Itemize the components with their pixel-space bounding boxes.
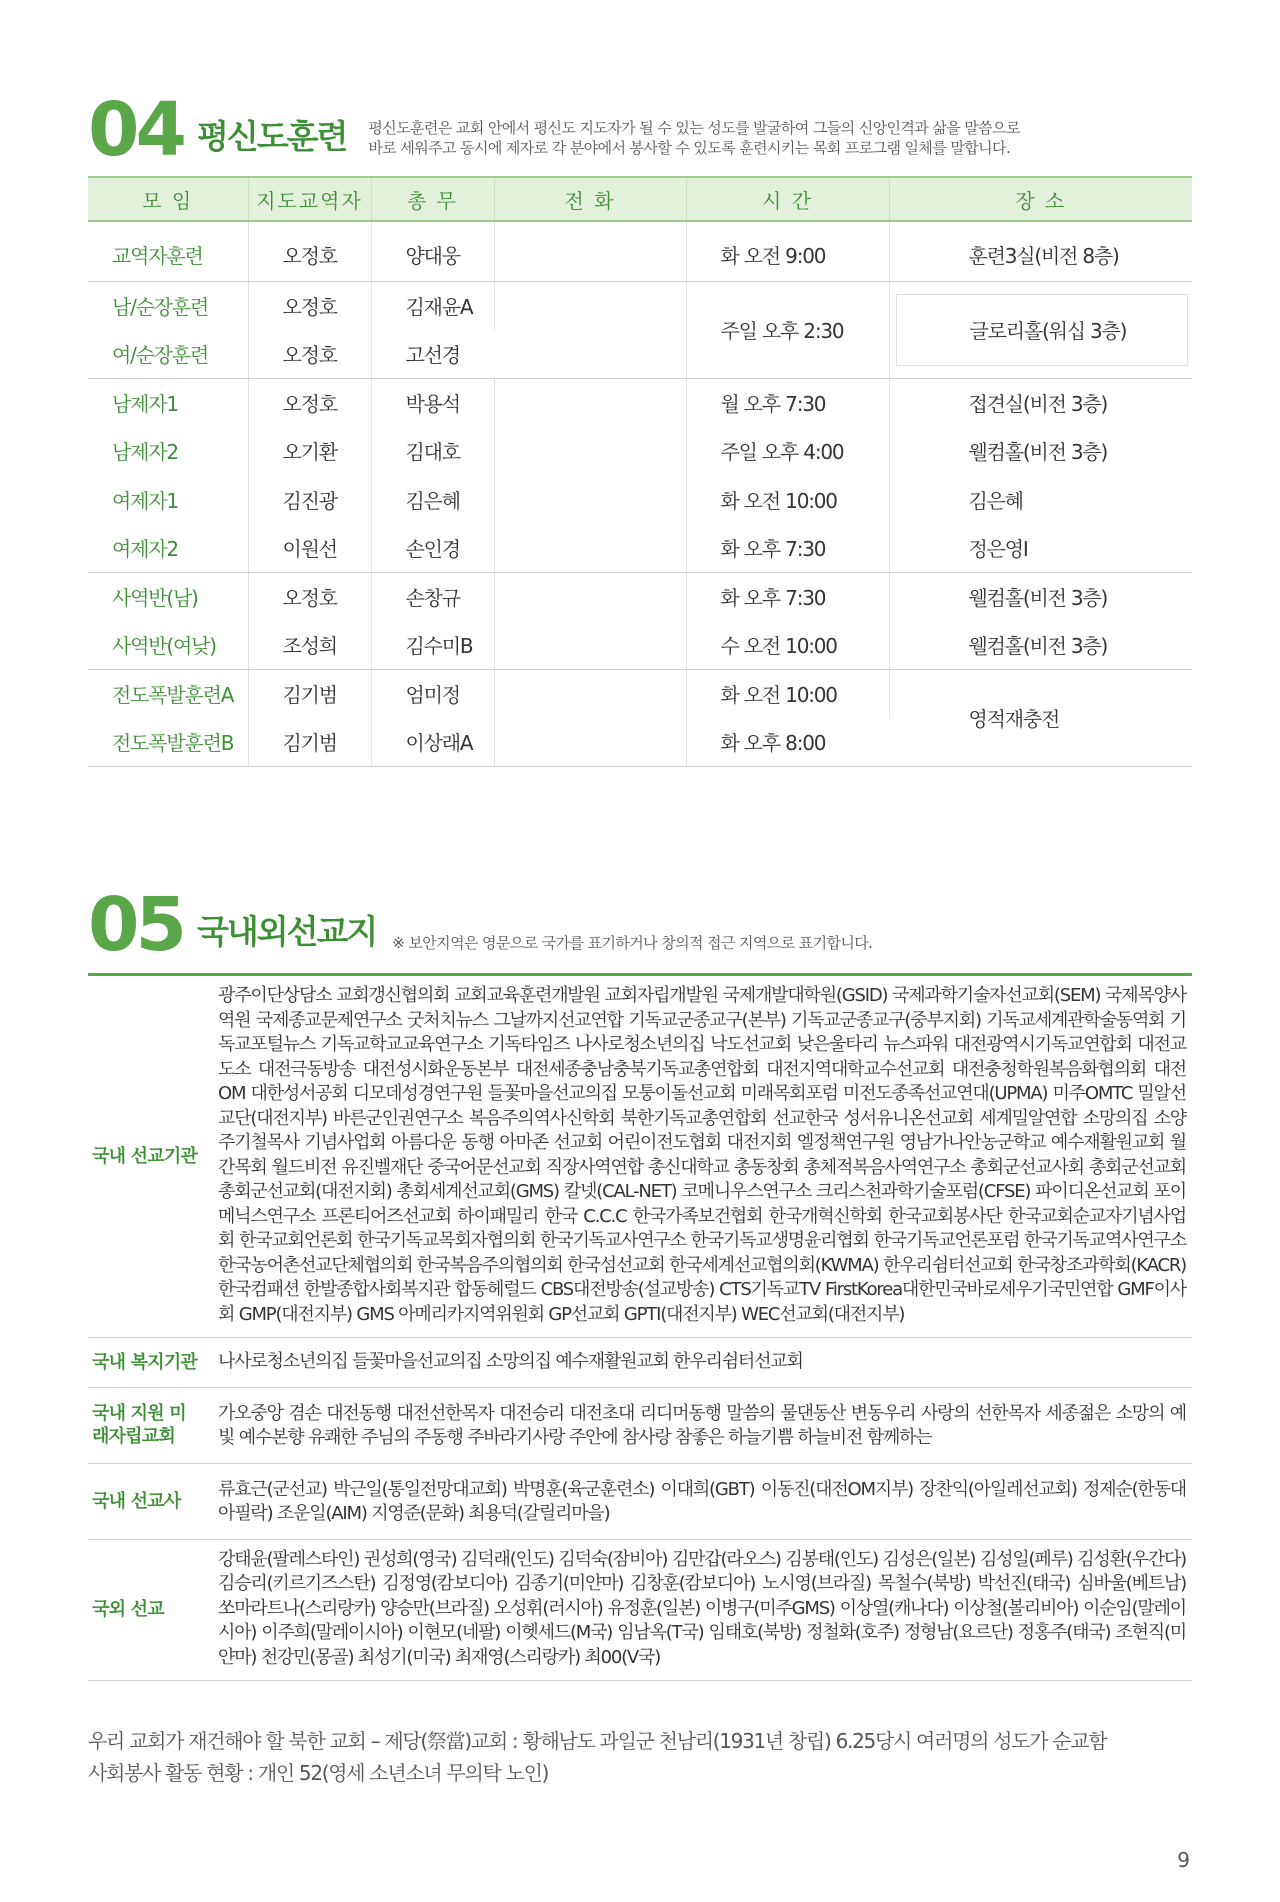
place: 접견실(비전 3층) <box>968 392 1108 416</box>
meeting-name: 전도폭발훈련A <box>88 669 248 718</box>
category-text: 광주이단상담소 교회갱신협의회 교회교육훈련개발원 교회자립개발원 국제개발대학원(GSID) 국제과학기술자선교회(SEM) 국제목양사역원 국제종교문제연구소 굿처치뉴스 그날까지선교연합 기독교군종교구(본부) 기독교군종교구(중부지회) 기독교세계관학술동역회 기독교포털뉴스 기독교학교교육연구소 기독타임즈 나사로청소년의집 낙도선교회 낮은울타리 뉴스파워 대전광역시기독교연합회 대전교도소 대전극동방송 대전성시화운동본부 대전세종충남충북기독교총연합회 대전지역대학교수선교회 대전충청학원복음화협의회 대전OM 대한성서공회 디모데성경연구원 들꽃마을선교의집 모퉁이돌선교회 미래목회포럼 미전도종족선교연대(UPMA) 미주OMTC 밀알선교단(대전지부) 바른군인권연구소 복음주의역사신학회 북한기독교총연합회 선교한국 성서유니온선교회 세계밀알연합 소망의집 소양 주기철목사 기념사업회 아름다운 동행 아마존 선교회 어린이전도협회 대전지회 엘정책연구원 영남가나안농군학교 예수재활원교회 월간목회 월드비전 유진벨재단 중국어문선교회 직장사역연합 총신대학교 총동창회 총체적복음사역연구소 총회군선교사회 총회군선교회 총회군선교회(대전지회) 총회세계선교회(GMS) 칼넷(CAL-NET) 코메니우스연구소 크리스천과학기술포럼(CFSE) 파이디온선교회 포이메닉스연구소 프론티어즈선교회 하이패밀리 한국 C.C.C 한국가족보건협회 한국개혁신학회 한국교회봉사단 한국교회순교자기념사업회 한국교회언론회 한국기독교목회자협의회 한국기독교사연구소 한국기독교생명윤리협회 한국기독교언론포럼 한국기독교역사연구소 한국농어촌선교단체협의회 한국복음주의협의회 한국섬선교회 한국세계선교협의회(KWMA) 한우리쉼터선교회 한국창조과학회(KACR) 한국컴패션 한발종합사회복지관 합동헤럴드 CBS대전방송(설교방송) CTS기독교TV FirstKorea대한민국바로세우기국민연합 GMF이사회 GMP(대전지부) GMS 아메리카지역위원회 GP선교회 GPTI(대전지부) WEC선교회(대전지부) <box>218 985 1186 1325</box>
phone <box>494 281 686 378</box>
phone <box>494 524 686 573</box>
place-box: 글로리홀(워십 3층) <box>896 294 1189 366</box>
time: 주일 오후 2:30 <box>686 281 889 378</box>
leader: 김기범 <box>248 669 371 718</box>
category-text: 나사로청소년의집 들꽃마을선교의집 소망의집 예수재활원교회 한우리쉼터선교회 <box>218 1351 803 1372</box>
category-label: 국내 지원 미래자립교회 <box>92 1403 186 1447</box>
manager: 이상래A <box>371 718 494 767</box>
table-row <box>88 281 1192 330</box>
footer-line: 우리 교회가 재건해야 할 북한 교회 – 제당(祭當)교회 : 황해남도 과일군 천남리(1931년 창립) 6.25당시 여러명의 성도가 순교함 <box>88 1729 1107 1753</box>
column-header: 장 소 <box>889 177 1192 221</box>
place: 웰컴홀(비전 3층) <box>889 621 1192 670</box>
meeting-name: 사역반(여낮) <box>88 621 248 670</box>
leader: 김진광 <box>248 475 371 524</box>
manager: 김대호 <box>371 427 494 476</box>
table-row <box>88 669 1192 718</box>
leader: 오정호 <box>248 378 371 427</box>
category-label: 국외 선교 <box>92 1599 164 1621</box>
meeting-name: 남제자1 <box>88 378 248 427</box>
column-header: 시 간 <box>686 177 889 221</box>
category-label: 국내 선교기관 <box>92 1146 197 1167</box>
table-row <box>88 572 1192 621</box>
time: 화 오전 10:00 <box>686 475 889 524</box>
section-number: 05 <box>88 882 183 968</box>
column-header: 총 무 <box>371 177 494 221</box>
category-label: 국내 선교사 <box>92 1490 181 1512</box>
column-header: 지도교역자 <box>248 177 371 221</box>
section-number: 04 <box>88 87 183 173</box>
place: 정은영I <box>889 524 1192 573</box>
table-header-row <box>88 177 1192 221</box>
leader: 오정호 <box>248 330 371 379</box>
column-header: 전 화 <box>494 177 686 221</box>
phone <box>494 621 686 670</box>
section-title: 평신도훈련 <box>196 117 347 156</box>
footer-note <box>88 1725 1106 1789</box>
manager: 고선경 <box>371 330 494 379</box>
table-row <box>88 524 1192 573</box>
category-text: 가오중앙 겸손 대전동행 대전선한목자 대전승리 대전초대 리디머동행 말씀의 물댄동산 변동우리 사랑의 선한목자 세종젊은 소망의 예빛 예수본향 유쾌한 주님의 주동행 주바라기사랑 주안에 참사랑 참좋은 하늘기쁨 하늘비전 함께하는 <box>218 1402 1186 1448</box>
manager: 양대웅 <box>371 221 494 281</box>
description-line: 평신도훈련은 교회 안에서 평신도 지도자가 될 수 있는 성도를 발굴하여 그들의 신앙인격과 삶을 말씀으로 <box>368 119 1020 137</box>
description-line: 바로 세워주고 동시에 제자로 각 분야에서 봉사할 수 있도록 훈련시키는 목회 프로그램 일체를 말합니다. <box>368 139 1011 157</box>
place: 웰컴홀(비전 3층) <box>968 586 1108 610</box>
list-item <box>88 1388 1192 1464</box>
section-note: ※ 보안지역은 영문으로 국가를 표기하거나 창의적 접근 지역으로 표기합니다. <box>392 934 873 952</box>
footer-line: 사회봉사 활동 현황 : 개인 52(영세 소년소녀 무의탁 노인) <box>88 1761 549 1785</box>
meeting-name: 남/순장훈련 <box>88 281 248 330</box>
category-text: 류효근(군선교) 박근일(통일전망대교회) 박명훈(육군훈련소) 이대희(GBT) 이동진(대전OM지부) 장찬익(아일레선교회) 정제순(한동대 아필락) 조운일(AIM) 지영준(문화) 최용덕(갈릴리마을) <box>218 1478 1186 1524</box>
time: 주일 오후 4:00 <box>686 427 889 476</box>
section-04-header <box>88 87 1020 173</box>
place: 훈련3실(비전 8층) <box>889 221 1192 281</box>
leader: 오정호 <box>248 572 371 621</box>
leader: 조성희 <box>248 621 371 670</box>
page-number: 9 <box>1177 1848 1190 1872</box>
time: 화 오후 8:00 <box>686 718 889 767</box>
leader: 오정호 <box>248 221 371 281</box>
column-header: 모 임 <box>88 177 248 221</box>
leader: 이원선 <box>248 524 371 573</box>
manager: 손인경 <box>371 524 494 573</box>
time: 화 오후 7:30 <box>686 524 889 573</box>
meeting-name: 여제자2 <box>88 524 248 573</box>
leader: 오기환 <box>248 427 371 476</box>
place: 영적재충전 <box>889 669 1192 766</box>
manager: 손창규 <box>371 572 494 621</box>
table-row <box>88 475 1192 524</box>
meeting-name: 여/순장훈련 <box>88 330 248 379</box>
leader: 김기범 <box>248 718 371 767</box>
meeting-name: 여제자1 <box>88 475 248 524</box>
place <box>889 281 1192 378</box>
phone <box>494 221 686 281</box>
phone <box>494 572 686 621</box>
manager: 엄미정 <box>371 669 494 718</box>
list-item <box>88 1464 1192 1540</box>
manager: 김은혜 <box>371 475 494 524</box>
table-row <box>88 621 1192 670</box>
phone <box>494 427 686 476</box>
time: 화 오후 7:30 <box>686 572 889 621</box>
list-item <box>88 1540 1192 1682</box>
category-text: 강태윤(팔레스타인) 권성희(영국) 김덕래(인도) 김덕숙(잠비아) 김만갑(라오스) 김봉태(인도) 김성은(일본) 김성일(페루) 김성환(우간다) 김승리(키르기즈스탄) 김정영(캄보디아) 김종기(미얀마) 김창훈(캄보디아) 노시영(브라질) 목철수(북방) 박선진(태국) 심바울(베트남) 쏘마라트나(스리랑카) 양승만(브라질) 오성휘(러시아) 유정훈(일본) 이병구(미주GMS) 이상열(캐나다) 이상철(볼리비아) 이순임(말레이시아) 이주희(말레이시아) 이현모(네팔) 이헷세드(M국) 임남옥(T국) 임태호(북방) 정철화(호주) 정형남(요르단) 정홍주(태국) 조현직(미얀마) 천강민(몽골) 최성기(미국) 최재영(스리랑카) 최00(V국) <box>218 1548 1186 1668</box>
time: 월 오후 7:30 <box>686 378 889 427</box>
place: 웰컴홀(비전 3층) <box>968 440 1108 465</box>
meeting-name: 남제자2 <box>88 427 248 476</box>
phone <box>494 378 686 427</box>
list-item <box>88 1338 1192 1388</box>
section-05-header <box>88 882 873 968</box>
manager: 박용석 <box>371 378 494 427</box>
manager: 김재윤A <box>371 281 494 330</box>
manager: 김수미B <box>371 621 494 670</box>
category-label: 국내 복지기관 <box>92 1351 197 1373</box>
meeting-name: 교역자훈련 <box>88 221 248 281</box>
phone <box>494 475 686 524</box>
table-row <box>88 427 1192 476</box>
list-item <box>88 976 1192 1338</box>
table-row <box>88 221 1192 281</box>
meeting-name: 전도폭발훈련B <box>88 718 248 767</box>
section-title: 국내외선교지 <box>196 912 377 951</box>
mission-list <box>88 973 1192 1681</box>
phone <box>494 669 686 766</box>
table-row <box>88 378 1192 427</box>
time: 화 오전 9:00 <box>686 221 889 281</box>
leader: 오정호 <box>248 281 371 330</box>
time: 수 오전 10:00 <box>686 621 889 670</box>
place: 김은혜 <box>968 488 1023 513</box>
section-description <box>368 118 1019 158</box>
meeting-name: 사역반(남) <box>88 572 248 621</box>
training-schedule-table <box>88 176 1192 767</box>
time: 화 오전 10:00 <box>686 669 889 718</box>
